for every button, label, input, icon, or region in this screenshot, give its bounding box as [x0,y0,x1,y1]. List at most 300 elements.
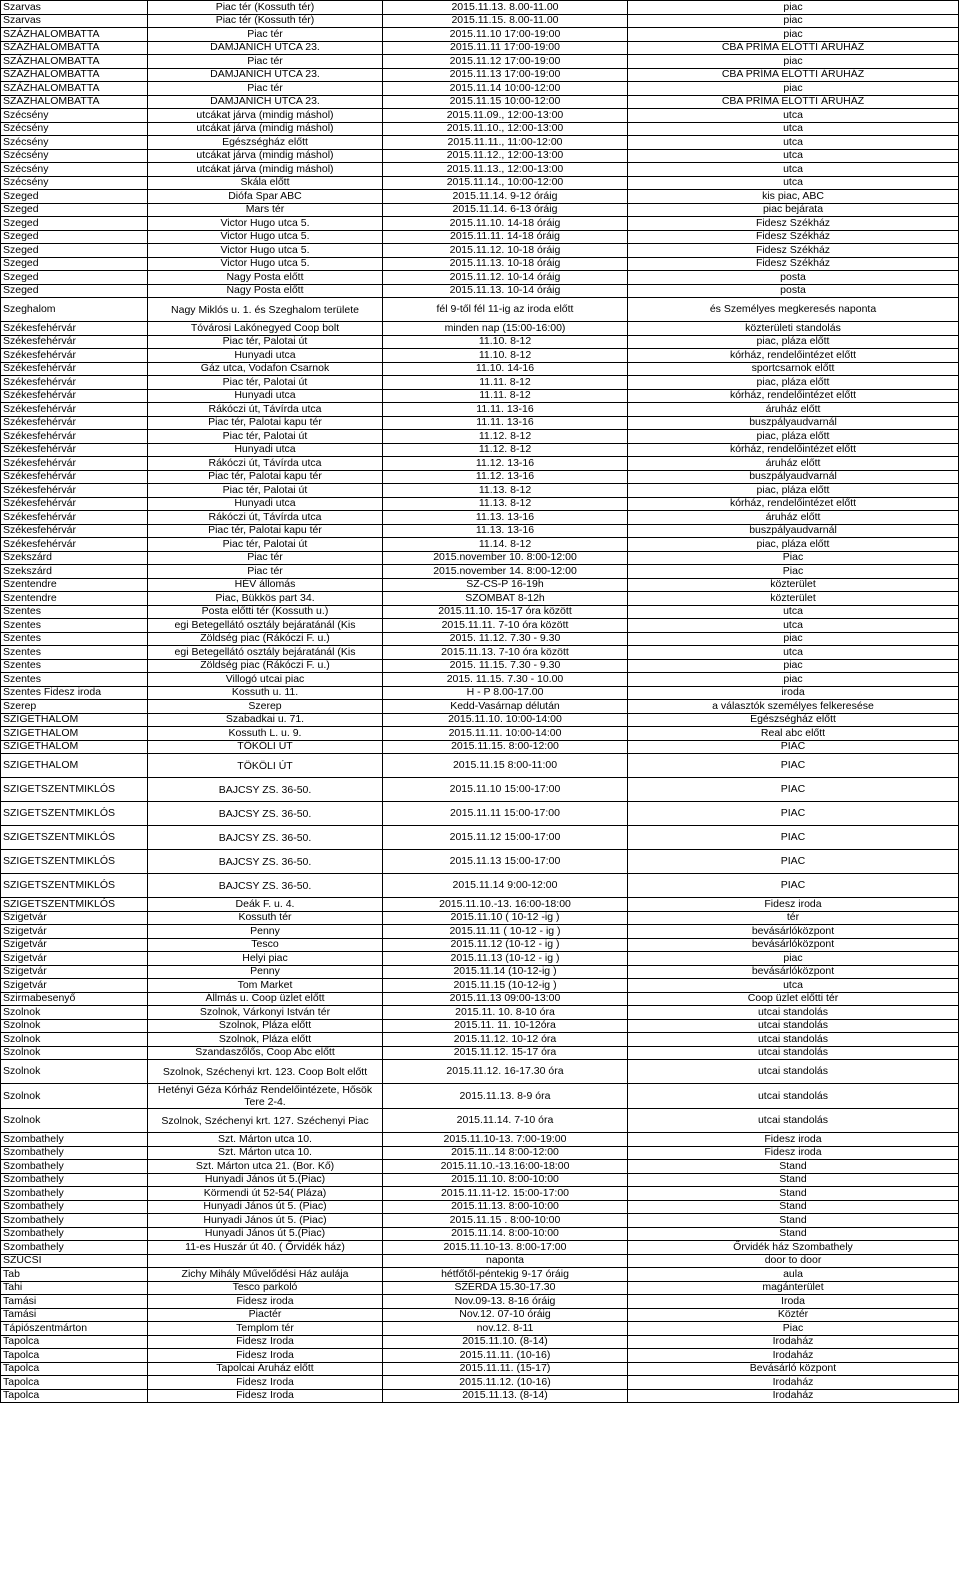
location-cell: Victor Hugo utca 5. [148,244,383,258]
table-row [1,244,959,258]
table-row [1,1200,959,1214]
time-cell: 2015.11.11. 10:00-14:00 [383,727,628,741]
venue-cell: PIAC [628,740,959,754]
time-cell: 2015.11.11., 11:00-12:00 [383,136,628,150]
table-row [1,605,959,619]
location-cell: Skála előtt [148,176,383,190]
table-row [1,754,959,778]
city-cell: Szentes [1,673,148,687]
city-cell: Tapolca [1,1349,148,1363]
table-row [1,416,959,430]
table-row [1,1187,959,1201]
table-row [1,109,959,123]
time-cell: 11.11. 13-16 [383,416,628,430]
venue-cell: piac [628,952,959,966]
venue-cell: PIAC [628,850,959,874]
time-cell: 2015.11.12. 10-12 óra [383,1033,628,1047]
time-cell: 2015.11.15 10:00-12:00 [383,95,628,109]
city-cell: Tapolca [1,1376,148,1390]
time-cell: 11.13. 8-12 [383,497,628,511]
time-cell: 11.10. 8-12 [383,349,628,363]
table-row [1,511,959,525]
time-cell: 11.12. 13-16 [383,457,628,471]
table-row [1,55,959,69]
city-cell: Szombathely [1,1173,148,1187]
city-cell: SZIGETHALOM [1,727,148,741]
table-row [1,284,959,298]
time-cell: hétfőtől-péntekig 9-17 óráig [383,1268,628,1282]
city-cell: Szarvas [1,14,148,28]
city-cell: Szombathely [1,1214,148,1228]
venue-cell: utcai standolás [628,1006,959,1020]
table-row [1,190,959,204]
location-cell: Hetényi Géza Kórház Rendelőintézete, Hősök Tere 2-4. [148,1084,383,1109]
time-cell: 11.12. 13-16 [383,470,628,484]
venue-cell: utcai standolás [628,1084,959,1109]
venue-cell: közterület [628,578,959,592]
table-row [1,203,959,217]
city-cell: SZÁZHALOMBATTA [1,95,148,109]
location-cell: egi Betegellátó osztály bejáratánál (Kis [148,619,383,633]
time-cell: 2015.11.11 17:00-19:00 [383,41,628,55]
table-row [1,1046,959,1060]
table-row [1,646,959,660]
location-cell: Piac tér, Palotai út [148,484,383,498]
time-cell: 2015.11. 11. 10-12óra [383,1019,628,1033]
table-row [1,1084,959,1109]
table-row [1,1133,959,1147]
city-cell: Tahi [1,1281,148,1295]
city-cell: Szeged [1,244,148,258]
table-row [1,1389,959,1403]
city-cell: SZIGETSZENTMIKLÓS [1,778,148,802]
venue-cell: és Személyes megkeresés naponta [628,298,959,322]
table-row [1,376,959,390]
city-cell: Szekszárd [1,565,148,579]
table-row [1,1322,959,1336]
table-row [1,217,959,231]
location-cell: Szt. Márton utca 21. (Bor. Kő) [148,1160,383,1174]
venue-cell: Bevásárló központ [628,1362,959,1376]
city-cell: Székesfehérvár [1,497,148,511]
time-cell: 2015.11.10 15:00-17:00 [383,778,628,802]
venue-cell: Iroda [628,1295,959,1309]
time-cell: 2015.11.13 (10-12 - ig ) [383,952,628,966]
time-cell: 2015.11.10. (8-14) [383,1335,628,1349]
time-cell: 2015.11.12 15:00-17:00 [383,826,628,850]
table-row [1,1109,959,1133]
location-cell: Hunyadi utca [148,497,383,511]
time-cell: 11.11. 8-12 [383,376,628,390]
table-row [1,727,959,741]
table-row [1,1349,959,1363]
table-row [1,673,959,687]
time-cell: 2015.11.13. 8-9 óra [383,1084,628,1109]
location-cell: Nagy Posta előtt [148,271,383,285]
city-cell: Szeged [1,230,148,244]
table-row [1,938,959,952]
table-row [1,632,959,646]
location-cell: Templom tér [148,1322,383,1336]
location-cell: Kossuth tér [148,911,383,925]
venue-cell: áruház előtt [628,511,959,525]
city-cell: Szécsény [1,136,148,150]
time-cell: 2015.11.12. 15-17 óra [383,1046,628,1060]
city-cell: Szolnok [1,1033,148,1047]
time-cell: 2015.11.13 17:00-19:00 [383,68,628,82]
city-cell: Szeghalom [1,298,148,322]
table-row [1,1362,959,1376]
venue-cell: bevásárlóközpont [628,965,959,979]
table-row [1,802,959,826]
city-cell: Székesfehérvár [1,538,148,552]
location-cell: Egészségház előtt [148,136,383,150]
table-row [1,1,959,15]
time-cell: 2015.11.12. 10-18 óráig [383,244,628,258]
venue-cell: Fidesz Székház [628,217,959,231]
location-cell: Fidesz Iroda [148,1376,383,1390]
location-cell: Piac tér [148,551,383,565]
table-row [1,1060,959,1084]
time-cell: 2015.11.12 17:00-19:00 [383,55,628,69]
venue-cell: Fidesz Székház [628,257,959,271]
city-cell: Szigetvár [1,911,148,925]
time-cell: 2015.11.10. 8:00-10:00 [383,1173,628,1187]
city-cell: Szentendre [1,592,148,606]
city-cell: Székesfehérvár [1,416,148,430]
city-cell: Szécsény [1,122,148,136]
time-cell: 2015.11.12. (10-16) [383,1376,628,1390]
venue-cell: Fidesz Székház [628,244,959,258]
location-cell: Fidesz iroda [148,1295,383,1309]
time-cell: Kedd-Vasárnap délután [383,700,628,714]
venue-cell: PIAC [628,754,959,778]
time-cell: 2015.11.11. 14-18 óráig [383,230,628,244]
time-cell: fél 9-től fél 11-ig az iroda előtt [383,298,628,322]
venue-cell: utcai standolás [628,1046,959,1060]
city-cell: Szentes [1,659,148,673]
venue-cell: Irodaház [628,1389,959,1403]
location-cell: Nagy Posta előtt [148,284,383,298]
time-cell: 2015.11.12. 10-14 óráig [383,271,628,285]
venue-cell: bevásárlóközpont [628,925,959,939]
location-cell: Piac tér [148,55,383,69]
venue-cell: Stand [628,1214,959,1228]
time-cell: 2015.11.15 (10-12-ig ) [383,979,628,993]
venue-cell: utca [628,163,959,177]
time-cell: 2015.11.10. 10:00-14:00 [383,713,628,727]
time-cell: 11.13. 13-16 [383,511,628,525]
city-cell: Szolnok [1,1060,148,1084]
venue-cell: piac, pláza előtt [628,538,959,552]
location-cell: 11-es Huszár út 40. ( Őrvidék ház) [148,1241,383,1255]
venue-cell: piac bejárata [628,203,959,217]
venue-cell: Piac [628,565,959,579]
venue-cell: utca [628,646,959,660]
time-cell: 11.11. 8-12 [383,389,628,403]
location-cell: Piac, Bükkös part 34. [148,592,383,606]
venue-cell: a választók személyes felkeresése [628,700,959,714]
venue-cell: posta [628,271,959,285]
venue-cell: utca [628,149,959,163]
time-cell: 11.11. 13-16 [383,403,628,417]
location-cell: Rákóczi út, Távírda utca [148,511,383,525]
venue-cell: közterületi standolás [628,322,959,336]
time-cell: 2015.11.14 (10-12-ig ) [383,965,628,979]
venue-cell: Fidesz iroda [628,1133,959,1147]
location-cell: DAMJANICH UTCA 23. [148,68,383,82]
venue-cell: utca [628,605,959,619]
location-cell: Szolnok, Széchenyi krt. 123. Coop Bolt előtt [148,1060,383,1084]
location-cell: Kossuth L. u. 9. [148,727,383,741]
location-cell: Villogó utcai piac [148,673,383,687]
venue-cell: sportcsarnok előtt [628,362,959,376]
time-cell: SZ-CS-P 16-19h [383,578,628,592]
city-cell: Szombathely [1,1241,148,1255]
table-row [1,41,959,55]
location-cell: Zichy Mihály Művelődési Ház aulája [148,1268,383,1282]
venue-cell: kórház, rendelőintézet előtt [628,349,959,363]
venue-cell: CBA PRÍMA ELŐTTI ÁRUHÁZ [628,68,959,82]
location-cell: Piac tér, Palotai kapu tér [148,470,383,484]
city-cell: Székesfehérvár [1,443,148,457]
venue-cell: magánterület [628,1281,959,1295]
location-cell: Rákóczi út, Távírda utca [148,403,383,417]
location-cell: Piac tér, Palotai út [148,430,383,444]
location-cell: Hunyadi utca [148,389,383,403]
venue-cell: piac, pláza előtt [628,376,959,390]
time-cell: 2015.11.14. 6-13 óráig [383,203,628,217]
location-cell: BAJCSY ZS. 36-50. [148,850,383,874]
location-cell: Hunyadi János út 5. (Piac) [148,1200,383,1214]
table-row [1,1160,959,1174]
venue-cell: Stand [628,1160,959,1174]
venue-cell: Fidesz Székház [628,230,959,244]
location-cell: Deák F. u. 4. [148,898,383,912]
venue-cell: iroda [628,686,959,700]
location-cell: utcákat járva (mindig máshol) [148,122,383,136]
venue-cell: utca [628,619,959,633]
city-cell: Szerep [1,700,148,714]
city-cell: Szentendre [1,578,148,592]
city-cell: SZŰCSI [1,1254,148,1268]
city-cell: SZÁZHALOMBATTA [1,68,148,82]
table-row [1,826,959,850]
time-cell: 11.13. 13-16 [383,524,628,538]
time-cell: 11.12. 8-12 [383,430,628,444]
table-row [1,619,959,633]
table-row [1,1033,959,1047]
city-cell: SZIGETHALOM [1,754,148,778]
time-cell: 2015.11.15. 8.00-11.00 [383,14,628,28]
city-cell: Szombathely [1,1200,148,1214]
location-cell: Szabadkai u. 71. [148,713,383,727]
time-cell: 11.10. 14-16 [383,362,628,376]
city-cell: Szolnok [1,1046,148,1060]
table-row [1,1241,959,1255]
city-cell: SZÁZHALOMBATTA [1,28,148,42]
location-cell: Szt. Márton utca 10. [148,1146,383,1160]
table-row [1,700,959,714]
table-row [1,1019,959,1033]
city-cell: Tápiószentmárton [1,1322,148,1336]
time-cell: 11.14. 8-12 [383,538,628,552]
location-cell: Hunyadi utca [148,443,383,457]
city-cell: Szigetvár [1,938,148,952]
time-cell: 2015.11.15 8:00-11:00 [383,754,628,778]
table-row [1,136,959,150]
venue-cell: bevásárlóközpont [628,938,959,952]
table-row [1,95,959,109]
venue-cell: CBA PRÍMA ELŐTTI ÁRUHÁZ [628,41,959,55]
city-cell: Szigetvár [1,952,148,966]
time-cell: 2015.11.13. 7-10 óra között [383,646,628,660]
venue-cell: tér [628,911,959,925]
table-row [1,389,959,403]
time-cell: 2015.11.13 15:00-17:00 [383,850,628,874]
venue-cell: kórház, rendelőintézet előtt [628,443,959,457]
location-cell: Mars tér [148,203,383,217]
location-cell: Nagy Miklós u. 1. és Szeghalom területe [148,298,383,322]
venue-cell: buszpályaudvarnál [628,470,959,484]
city-cell: Székesfehérvár [1,470,148,484]
time-cell: 2015.11.14 10:00-12:00 [383,82,628,96]
location-cell: Piac tér, Palotai út [148,376,383,390]
time-cell: SZOMBAT 8-12h [383,592,628,606]
table-body [1,1,959,1403]
venue-cell: utca [628,979,959,993]
venue-cell: utca [628,109,959,123]
city-cell: Székesfehérvár [1,484,148,498]
location-cell: egi Betegellátó osztály bejáratánál (Kis [148,646,383,660]
city-cell: Székesfehérvár [1,457,148,471]
venue-cell: PIAC [628,778,959,802]
venue-cell: Irodaház [628,1335,959,1349]
city-cell: Szentes [1,646,148,660]
venue-cell: Őrvidék ház Szombathely [628,1241,959,1255]
table-row [1,28,959,42]
location-cell: Tesco parkoló [148,1281,383,1295]
city-cell: Székesfehérvár [1,362,148,376]
venue-cell: közterület [628,592,959,606]
city-cell: Szombathely [1,1160,148,1174]
time-cell: 2015. 11.15. 7.30 - 10.00 [383,673,628,687]
city-cell: SZIGETSZENTMIKLÓS [1,898,148,912]
table-row [1,1006,959,1020]
time-cell: 2015.11.11. (15-17) [383,1362,628,1376]
venue-cell: Irodaház [628,1376,959,1390]
table-row [1,965,959,979]
table-row [1,740,959,754]
time-cell: 2015.11.11. (10-16) [383,1349,628,1363]
location-cell: Gáz utca, Vodafon Csarnok [148,362,383,376]
table-row [1,1308,959,1322]
location-cell: Fidesz Iroda [148,1389,383,1403]
time-cell: 2015.11.13. (8-14) [383,1389,628,1403]
city-cell: Szeged [1,271,148,285]
table-row [1,686,959,700]
table-row [1,335,959,349]
location-cell: Penny [148,965,383,979]
location-cell: Tesco [148,938,383,952]
venue-cell: piac, pláza előtt [628,430,959,444]
city-cell: SZIGETHALOM [1,740,148,754]
time-cell: 11.10. 8-12 [383,335,628,349]
venue-cell: Irodaház [628,1349,959,1363]
table-row [1,1214,959,1228]
table-row [1,1173,959,1187]
city-cell: Szirmabesenyő [1,992,148,1006]
location-cell: Piac tér [148,28,383,42]
venue-cell: Stand [628,1173,959,1187]
table-row [1,14,959,28]
city-cell: Szeged [1,284,148,298]
time-cell: 2015.11.12., 12:00-13:00 [383,149,628,163]
table-row [1,538,959,552]
city-cell: Tapolca [1,1389,148,1403]
city-cell: Szombathely [1,1227,148,1241]
city-cell: Szolnok [1,1006,148,1020]
location-cell: Szt. Márton utca 10. [148,1133,383,1147]
table-row [1,874,959,898]
table-row [1,457,959,471]
time-cell: 2015. 11.12. 7.30 - 9.30 [383,632,628,646]
time-cell: 11.13. 8-12 [383,484,628,498]
location-cell: Diófa Spar ABC [148,190,383,204]
venue-cell: Stand [628,1200,959,1214]
time-cell: 2015.11.13., 12:00-13:00 [383,163,628,177]
location-cell: Fidesz Iroda [148,1335,383,1349]
venue-cell: PIAC [628,802,959,826]
venue-cell: kis piac, ABC [628,190,959,204]
venue-cell: door to door [628,1254,959,1268]
venue-cell: CBA PRÍMA ELŐTTI ÁRUHÁZ [628,95,959,109]
location-cell: Helyi piac [148,952,383,966]
city-cell: SZÁZHALOMBATTA [1,41,148,55]
location-cell: BAJCSY ZS. 36-50. [148,802,383,826]
city-cell: SZÁZHALOMBATTA [1,55,148,69]
city-cell: Tamási [1,1308,148,1322]
venue-cell: piac [628,659,959,673]
venue-cell: piac [628,82,959,96]
table-row [1,992,959,1006]
venue-cell: utca [628,122,959,136]
city-cell: Szeged [1,257,148,271]
time-cell: 2015.11.11 15:00-17:00 [383,802,628,826]
table-row [1,443,959,457]
venue-cell: aula [628,1268,959,1282]
location-cell: Piac tér [148,565,383,579]
time-cell: 2015.11.10.-13. 16:00-18:00 [383,898,628,912]
location-cell: Szandaszőlős, Coop Abc előtt [148,1046,383,1060]
table-row [1,565,959,579]
city-cell: Székesfehérvár [1,322,148,336]
city-cell: Székesfehérvár [1,511,148,525]
time-cell: 2015.11.10 17:00-19:00 [383,28,628,42]
venue-cell: utcai standolás [628,1109,959,1133]
city-cell: Szécsény [1,149,148,163]
city-cell: Szentes [1,605,148,619]
city-cell: SZIGETHALOM [1,713,148,727]
location-cell: Fidesz Iroda [148,1349,383,1363]
venue-cell: Egészségház előtt [628,713,959,727]
location-cell: DAMJANICH UTCA 23. [148,41,383,55]
location-cell: Piac tér (Kossuth tér) [148,14,383,28]
table-row [1,1281,959,1295]
table-row [1,470,959,484]
venue-cell: Coop üzlet előtti tér [628,992,959,1006]
location-cell: Piac tér, Palotai kapu tér [148,524,383,538]
